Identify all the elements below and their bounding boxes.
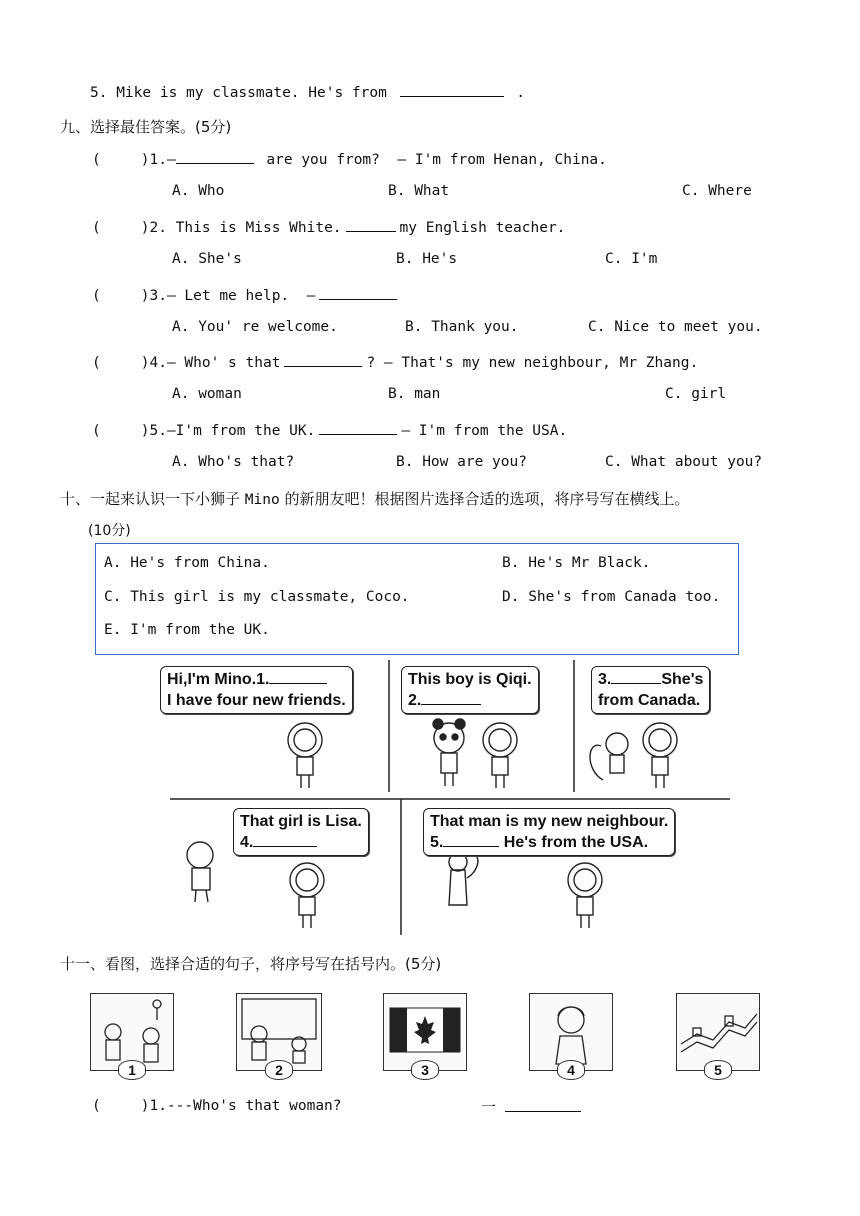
answer-blank[interactable] <box>253 832 317 847</box>
picture-3 <box>383 993 467 1078</box>
beaver-icon <box>187 842 213 902</box>
mc-question-5: ( )5.—I'm from the UK. — I'm from the USA. <box>92 420 567 439</box>
mc-question-2: ( )2. This is Miss White. my English teacher. <box>92 217 565 236</box>
mc-question-3: ( )3.— Let me help. — <box>92 285 401 304</box>
speech-bubble-5: That man is my new neighbour. 5. He's from the USA. <box>423 808 675 856</box>
picture-4 <box>529 993 613 1078</box>
q8-item-5: 5. Mike is my classmate. He's from . <box>90 82 525 101</box>
picture-number: 2 <box>265 1060 293 1080</box>
speech-bubble-4: That girl is Lisa. 4. <box>233 808 369 856</box>
answer-blank[interactable] <box>176 149 254 164</box>
picture-number: 3 <box>411 1060 439 1080</box>
mc-question-1: ( )1.— are you from? — I'm from Henan, China. <box>92 149 607 168</box>
match-question-1: ( )1.---Who's that woman? <box>92 1098 342 1114</box>
option-b[interactable]: B. What <box>388 183 450 199</box>
picture-2 <box>236 993 322 1078</box>
picture-number: 5 <box>704 1060 732 1080</box>
classroom-icon <box>237 994 321 1070</box>
speech-bubble-1: Hi,I'm Mino.1. I have four new friends. <box>160 666 353 714</box>
section-9-title: 九、选择最佳答案。(5分) <box>60 118 232 136</box>
panda-icon <box>433 719 465 786</box>
option-b[interactable]: B. man <box>388 386 441 402</box>
box-option-e: E. I'm from the UK. <box>104 622 270 638</box>
comic-strip <box>155 660 730 935</box>
boy-icon <box>530 994 612 1070</box>
option-a[interactable]: A. Who <box>172 183 225 199</box>
mc-question-4: ( )4.— Who' s that ? — That's my new neighbour, Mr Zhang. <box>92 352 698 371</box>
box-option-c: C. This girl is my classmate, Coco. <box>104 589 410 605</box>
option-c[interactable]: C. What about you? <box>605 454 763 470</box>
canada-flag-icon <box>384 994 466 1070</box>
option-b[interactable]: B. How are you? <box>396 454 527 470</box>
option-c[interactable]: C. Nice to meet you. <box>588 319 763 335</box>
picture-number: 1 <box>118 1060 146 1080</box>
section-11-title: 十一、看图，选择合适的句子，将序号写在括号内。(5分) <box>60 955 442 973</box>
picture-5 <box>676 993 760 1078</box>
option-c[interactable]: C. girl <box>665 386 727 402</box>
picture-number: 4 <box>557 1060 585 1080</box>
box-option-b: B. He's Mr Black. <box>502 555 651 571</box>
answer-blank[interactable] <box>611 669 661 684</box>
answer-blank[interactable] <box>284 352 362 367</box>
answer-blank[interactable] <box>319 285 397 300</box>
speech-bubble-3: 3. She's from Canada. <box>591 666 710 714</box>
answer-blank[interactable] <box>346 217 396 232</box>
picture-1 <box>90 993 174 1078</box>
option-a[interactable]: A. woman <box>172 386 242 402</box>
answer-blank[interactable] <box>505 1097 581 1112</box>
answer-blank[interactable] <box>421 690 481 705</box>
great-wall-icon <box>677 994 759 1070</box>
answer-blank[interactable] <box>319 420 397 435</box>
answer-blank[interactable] <box>269 669 327 684</box>
option-a[interactable]: A. Who's that? <box>172 454 295 470</box>
match-answer-1: 一 <box>481 1096 585 1117</box>
option-c[interactable]: C. I'm <box>605 251 658 267</box>
people-group-icon <box>91 994 173 1070</box>
squirrel-icon <box>590 733 628 780</box>
option-b[interactable]: B. Thank you. <box>405 319 519 335</box>
option-b[interactable]: B. He's <box>396 251 458 267</box>
section-10-score: (10分) <box>88 523 131 539</box>
option-a[interactable]: A. She's <box>172 251 242 267</box>
answer-blank[interactable] <box>443 832 499 847</box>
option-c[interactable]: C. Where <box>682 183 752 199</box>
box-option-d: D. She's from Canada too. <box>502 589 721 605</box>
option-a[interactable]: A. You' re welcome. <box>172 319 338 335</box>
speech-bubble-2: This boy is Qiqi. 2. <box>401 666 539 714</box>
box-option-a: A. He's from China. <box>104 555 270 571</box>
bird-man-icon <box>449 853 478 905</box>
answer-blank[interactable] <box>400 82 504 97</box>
section-10-title: 十、一起来认识一下小狮子 Mino 的新朋友吧！根据图片选择合适的选项，将序号写在横线上。 <box>60 490 690 508</box>
